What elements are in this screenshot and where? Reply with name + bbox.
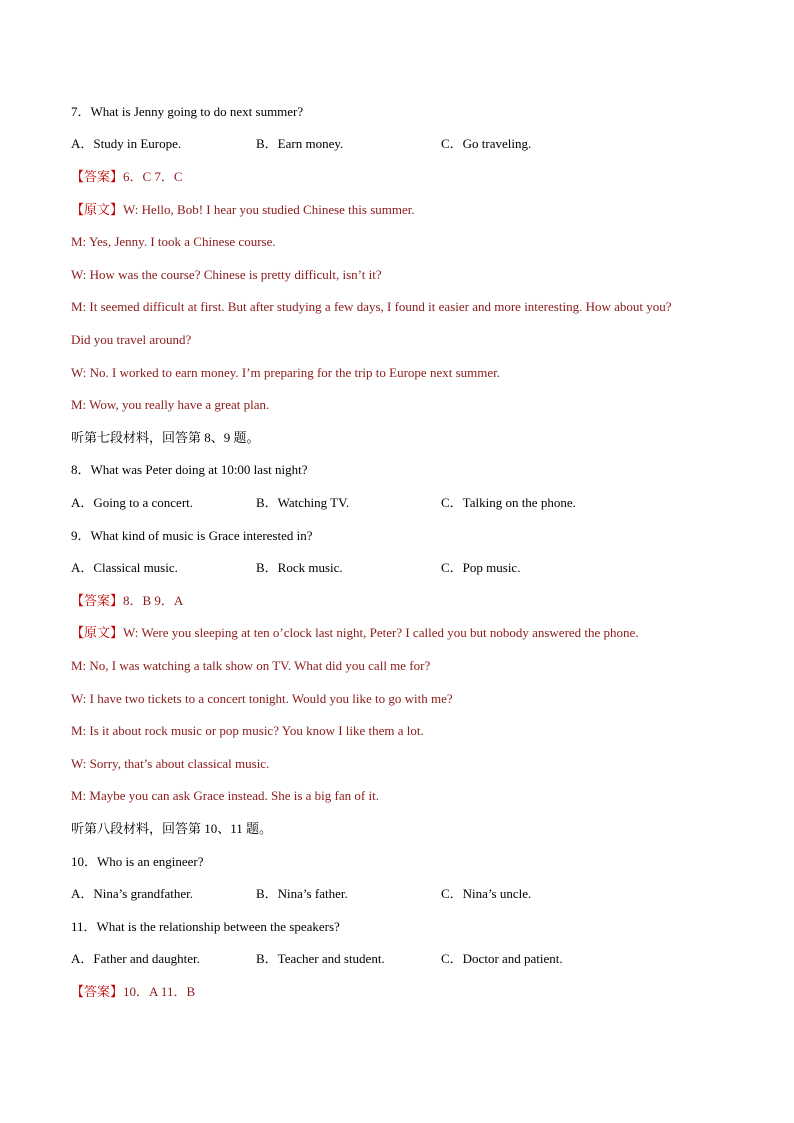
option-b: B．Rock music.: [256, 560, 343, 575]
option-b: B．Earn money.: [256, 136, 344, 151]
question-10: 10．Who is an engineer?: [71, 854, 204, 869]
option-c: C．Doctor and patient.: [441, 951, 563, 966]
transcript-tag: 【原文】: [71, 625, 124, 640]
answer-6-7: [71, 169, 734, 185]
transcript-tag: 【原文】: [71, 202, 124, 217]
option-b: B．Teacher and student.: [256, 951, 385, 966]
option-c: C．Go traveling.: [441, 136, 532, 151]
transcript-1-line-7: M: Wow, you really have a great plan.: [71, 397, 270, 412]
answer-8-9: [71, 593, 734, 609]
transcript-1-line-6: W: No. I worked to earn money. I’m preparing for the trip to Europe next summer.: [71, 365, 500, 380]
transcript-2-line-2: M: No, I was watching a talk show on TV. What did you call me for?: [71, 658, 431, 673]
answer-tag: 【答案】: [71, 593, 124, 608]
transcript-1-line-5: Did you travel around?: [71, 332, 192, 347]
transcript-1-line-4: M: It seemed difficult at first. But after studying a few days, I found it easier and more interesting. How about you?: [71, 299, 672, 314]
answer-text: 6．C 7．C: [123, 169, 183, 184]
transcript-1-line-1: [71, 202, 734, 218]
option-c: C．Pop music.: [441, 560, 521, 575]
option-a: A．Classical music.: [71, 560, 178, 575]
transcript-2-line-5: W: Sorry, that’s about classical music.: [71, 756, 270, 771]
option-a: A．Nina’s grandfather.: [71, 886, 194, 901]
option-a: A．Study in Europe.: [71, 136, 182, 151]
option-a: A．Going to a concert.: [71, 495, 194, 510]
answer-10-11: [71, 984, 734, 1000]
transcript-2-line-6: M: Maybe you can ask Grace instead. She is a big fan of it.: [71, 788, 379, 803]
transcript-2-line-3: W: I have two tickets to a concert tonight. Would you like to go with me?: [71, 691, 453, 706]
answer-tag: 【答案】: [71, 984, 124, 999]
transcript-1-line-2: M: Yes, Jenny. I took a Chinese course.: [71, 234, 276, 249]
answer-text: 8．B 9．A: [123, 593, 184, 608]
option-b: B．Nina’s father.: [256, 886, 348, 901]
transcript-2-line-4: M: Is it about rock music or pop music? You know I like them a lot.: [71, 723, 424, 738]
transcript-text: W: Hello, Bob! I hear you studied Chinese this summer.: [123, 202, 415, 217]
transcript-1-line-3: W: How was the course? Chinese is pretty difficult, isn’t it?: [71, 267, 382, 282]
option-a: A．Father and daughter.: [71, 951, 200, 966]
answer-tag: 【答案】: [71, 169, 124, 184]
question-9: 9．What kind of music is Grace interested in?: [71, 528, 313, 543]
answer-text: 10．A 11．B: [123, 984, 196, 999]
section-8-heading: 听第八段材料，回答第 10、11 题。: [71, 821, 273, 836]
question-11: 11．What is the relationship between the speakers?: [71, 919, 340, 934]
option-c: C．Talking on the phone.: [441, 495, 576, 510]
question-8: 8．What was Peter doing at 10:00 last night?: [71, 462, 308, 477]
question-7: 7．What is Jenny going to do next summer?: [71, 104, 304, 119]
transcript-text: W: Were you sleeping at ten o’clock last night, Peter? I called you but nobody answered the phone.: [123, 625, 639, 640]
section-7-heading: 听第七段材料，回答第 8、9 题。: [71, 430, 260, 445]
option-c: C．Nina’s uncle.: [441, 886, 532, 901]
option-b: B．Watching TV.: [256, 495, 350, 510]
transcript-2-line-1: [71, 625, 734, 641]
